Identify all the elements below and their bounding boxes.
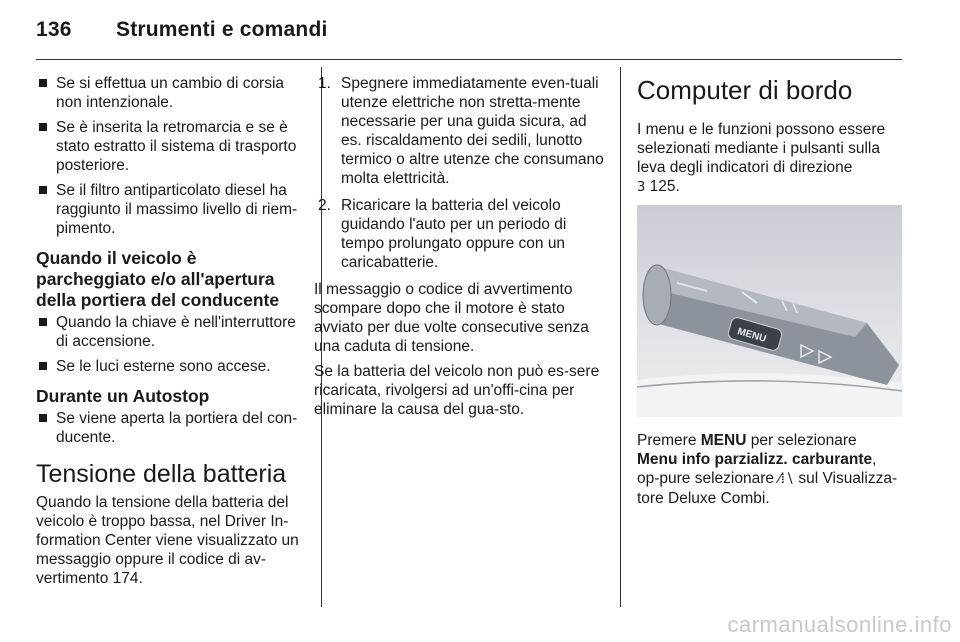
step-text: Spegnere immediatamente even-tuali utenze elettriche non stretta-mente necessarie per una guida sicura, ad es. riscaldamento dei sedili, lunotto termico o altre utenze che consumano molta elettricità.	[341, 75, 604, 187]
list-item	[36, 409, 304, 447]
list-item-text: Se è inserita la retromarcia e se è stato estratto il sistema di trasporto posteriore.	[56, 119, 297, 174]
instruction-paragraph	[637, 431, 902, 508]
heading-battery: Tensione della batteria	[36, 460, 287, 488]
steps-list	[314, 74, 606, 272]
bullet-square-icon	[39, 318, 47, 326]
bullet-square-icon	[39, 79, 47, 87]
watermark: carmanualsonline.info	[727, 612, 952, 637]
page-reference[interactable]: 125.	[649, 178, 680, 195]
section-title: Strumenti e comandi	[116, 18, 328, 41]
heading-autostop: Durante un Autostop	[36, 386, 210, 406]
instruction-text: per selezionare	[746, 432, 857, 449]
step-number: 1.	[318, 75, 331, 92]
battery-paragraph: Quando la tensione della batteria del veicolo è troppo bassa, nel Driver In-formation Center viene visualizzato un messaggio oppure il codice di av-vertimento 174.	[36, 494, 299, 587]
header-rule	[36, 59, 902, 60]
menu-button-label: MENU	[736, 326, 768, 345]
bullet-list-autostop	[36, 409, 304, 447]
bullet-list-parked	[36, 313, 304, 376]
intro-text: I menu e le funzioni possono essere selezionati mediante i pulsanti sulla leva degli indicatori di direzione	[637, 121, 886, 176]
bullet-square-icon	[39, 123, 47, 131]
page-number: 136	[36, 18, 72, 41]
bullet-square-icon	[39, 186, 47, 194]
list-item-text: Se si effettua un cambio di corsia non intenzionale.	[56, 75, 285, 111]
menu-button-ref: MENU	[700, 432, 747, 449]
heading-parked: Quando il veicolo è parcheggiato e/o all'apertura della portiera del conducente	[36, 248, 280, 310]
instruction-text: Premere	[637, 432, 701, 449]
instruction-text: , op-pure selezionare	[637, 451, 877, 487]
column-middle	[314, 74, 606, 425]
list-item	[36, 357, 304, 376]
combi-display-glyph-icon: ⁄⁞∖	[778, 471, 795, 487]
list-item	[314, 74, 606, 188]
intro-paragraph	[637, 120, 902, 197]
turn-signal-lever-photo	[637, 205, 902, 417]
bullet-square-icon	[39, 414, 47, 422]
list-item	[36, 181, 304, 238]
column-left	[36, 74, 304, 594]
page-header	[36, 18, 328, 42]
column-right	[637, 74, 902, 514]
bullet-square-icon	[39, 362, 47, 370]
list-item-text: Se le luci esterne sono accese.	[56, 358, 271, 375]
lever-illustration	[637, 205, 902, 417]
list-item	[314, 196, 606, 272]
menu-info-ref: Menu info parzializz. carburante	[637, 451, 873, 468]
bullet-list-top	[36, 74, 304, 238]
step-number: 2.	[318, 197, 331, 214]
step-text: Ricaricare la batteria del veicolo guidando l'auto per un periodo di tempo prolungato oppure con un caricabatterie.	[341, 197, 567, 271]
paragraph-warning-clears: Il messaggio o codice di avvertimento scompare dopo che il motore è stato avviato per due volte consecutive senza una caduta di tensione.	[314, 281, 589, 355]
column-divider-2	[620, 67, 621, 607]
list-item	[36, 313, 304, 351]
list-item	[36, 118, 304, 175]
page-reference-icon: 3	[637, 180, 646, 195]
instruction-text: sul Visualizza-tore Deluxe Combi.	[637, 470, 898, 507]
list-item-text: Se viene aperta la portiera del con-ducente.	[56, 410, 298, 446]
list-item-text: Se il filtro antiparticolato diesel ha raggiunto il massimo livello di riem-pimento.	[56, 182, 298, 237]
list-item	[36, 74, 304, 112]
list-item-text: Quando la chiave è nell'interruttore di accensione.	[56, 314, 296, 350]
paragraph-workshop: Se la batteria del veicolo non può es-sere ricaricata, rivolgersi ad un'offi-cina per eliminare la causa del gua-sto.	[314, 363, 600, 418]
section-heading: Computer di bordo	[637, 75, 853, 105]
